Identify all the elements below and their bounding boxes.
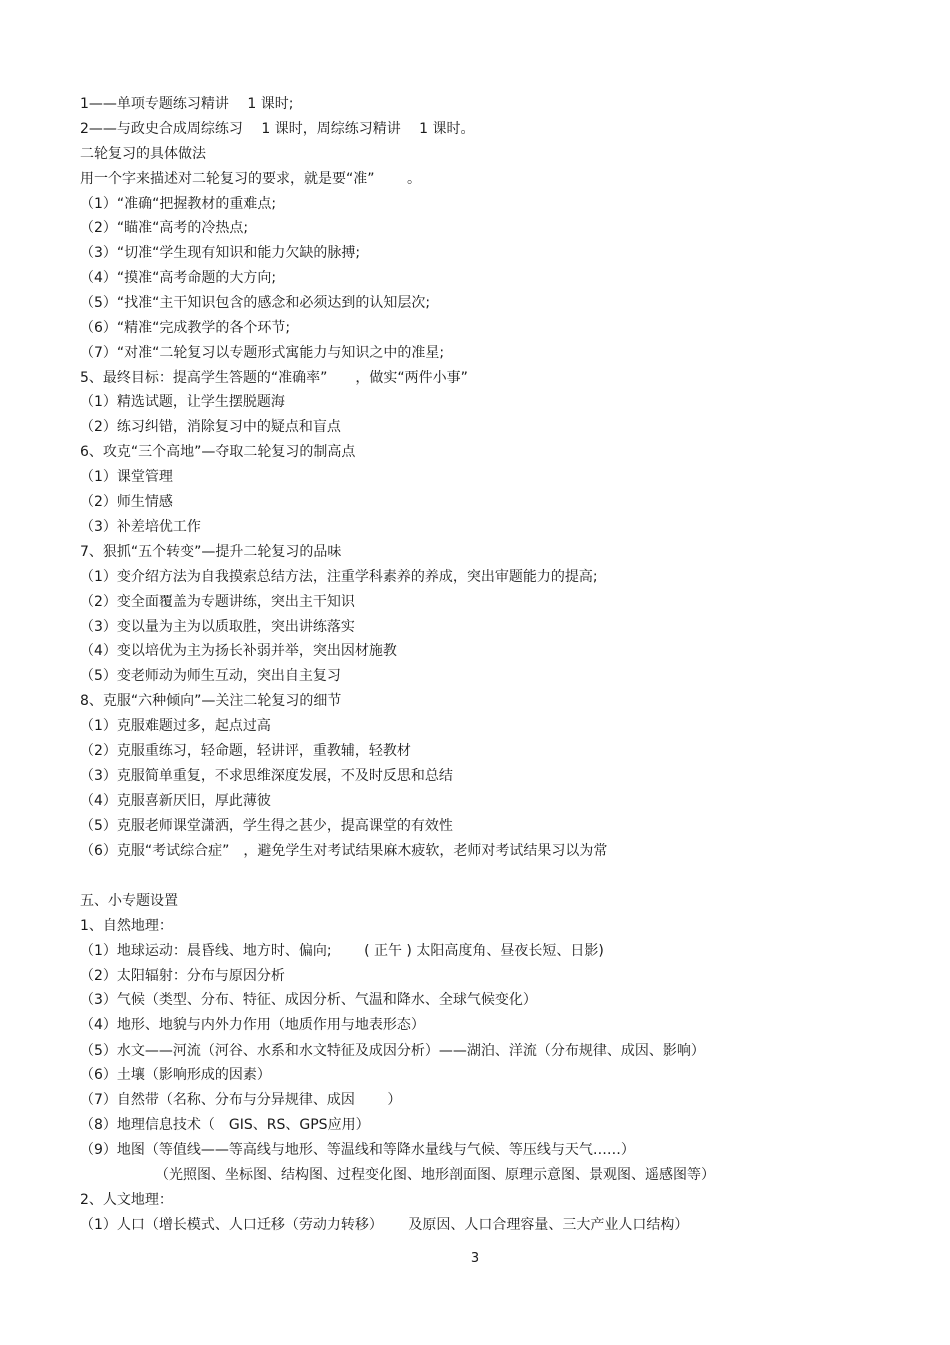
text-line: （1）人口（增长模式、人口迁移（劳动力转移） 及原因、人口合理容量、三大产业人口结构） xyxy=(80,1217,689,1233)
text-line: （3）气候（类型、分布、特征、成因分析、气温和降水、全球气候变化） xyxy=(80,992,537,1008)
text-line: 2、人文地理： xyxy=(80,1192,173,1208)
text-line: 1——单项专题练习精讲 1 课时; xyxy=(80,96,294,112)
page-number: 3 xyxy=(470,1251,480,1266)
text-line: 2——与政史合成周综练习 1 课时，周综练习精讲 1 课时。 xyxy=(80,121,475,137)
text-line: （5）克服老师课堂潇洒，学生得之甚少，提高课堂的有效性 xyxy=(80,818,453,834)
text-line: 6、攻克“三个高地”—夺取二轮复习的制高点 xyxy=(80,444,356,460)
text-line: （1）课堂管理 xyxy=(80,469,173,485)
text-line: （1）“准确“把握教材的重难点; xyxy=(80,196,277,212)
text-line: （7）自然带（名称、分布与分异规律、成因 ） xyxy=(80,1092,402,1108)
text-line: （3）克服简单重复，不求思维深度发展，不及时反思和总结 xyxy=(80,768,453,784)
text-line: （3）补差培优工作 xyxy=(80,519,201,535)
text-line: （6）“精准“完成教学的各个环节; xyxy=(80,320,291,336)
text-line: 5、最终目标：提高学生答题的“准确率” ，做实“两件小事” xyxy=(80,370,468,386)
text-line: （1）变介绍方法为自我摸索总结方法，注重学科素养的养成，突出审题能力的提高; xyxy=(80,569,598,585)
text-line: （4）“摸准“高考命题的大方向; xyxy=(80,270,277,286)
text-line: （光照图、坐标图、结构图、过程变化图、地形剖面图、原理示意图、景观图、遥感图等） xyxy=(155,1167,715,1183)
text-line: （2）“瞄准“高考的冷热点; xyxy=(80,220,249,236)
text-line: （8）地理信息技术（ GIS、RS、GPS应用） xyxy=(80,1117,370,1133)
text-line: 1、自然地理： xyxy=(80,918,173,934)
text-line: （5）“找准“主干知识包含的感念和必须达到的认知层次; xyxy=(80,295,431,311)
text-line: （2）太阳辐射：分布与原因分析 xyxy=(80,968,285,984)
text-line: （6）土壤（影响形成的因素） xyxy=(80,1067,271,1083)
text-line: （5）变老师动为师生互动，突出自主复习 xyxy=(80,668,341,684)
text-line: （4）地形、地貌与内外力作用（地质作用与地表形态） xyxy=(80,1017,425,1033)
text-line: （9）地图（等值线——等高线与地形、等温线和等降水量线与气候、等压线与天气……） xyxy=(80,1142,635,1158)
text-line: 8、克服“六种倾向”—关注二轮复习的细节 xyxy=(80,693,342,709)
text-line: （7）“对准“二轮复习以专题形式寓能力与知识之中的准星; xyxy=(80,345,445,361)
text-line: （1）精选试题，让学生摆脱题海 xyxy=(80,394,285,410)
text-line: （1）地球运动：晨昏线、地方时、偏向; ( 正午 ) 太阳高度角、昼夜长短、日影) xyxy=(80,943,604,959)
text-line: 用一个字来描述对二轮复习的要求，就是要“准” 。 xyxy=(80,171,421,187)
text-line: （6）克服“考试综合症” ，避免学生对考试结果麻木疲软，老师对考试结果习以为常 xyxy=(80,843,608,859)
text-line: （2）克服重练习，轻命题，轻讲评，重教辅，轻教材 xyxy=(80,743,411,759)
text-line: （1）克服难题过多，起点过高 xyxy=(80,718,271,734)
text-line: （3）“切准“学生现有知识和能力欠缺的脉搏; xyxy=(80,245,361,261)
text-line: （4）变以培优为主为扬长补弱并举，突出因材施教 xyxy=(80,643,397,659)
text-line: （2）师生情感 xyxy=(80,494,173,510)
text-line: （4）克服喜新厌旧，厚此薄彼 xyxy=(80,793,271,809)
section-heading: 五、小专题设置 xyxy=(80,893,178,909)
text-line: （2）练习纠错，消除复习中的疑点和盲点 xyxy=(80,419,341,435)
text-line: 二轮复习的具体做法 xyxy=(80,146,206,162)
text-line: （3）变以量为主为以质取胜，突出讲练落实 xyxy=(80,619,355,635)
text-line: （2）变全面覆盖为专题讲练，突出主干知识 xyxy=(80,594,355,610)
text-line: 7、狠抓“五个转变”—提升二轮复习的品味 xyxy=(80,544,342,560)
text-line: （5）水文——河流（河谷、水系和水文特征及成因分析）——湖泊、洋流（分布规律、成因、影响） xyxy=(80,1043,705,1059)
